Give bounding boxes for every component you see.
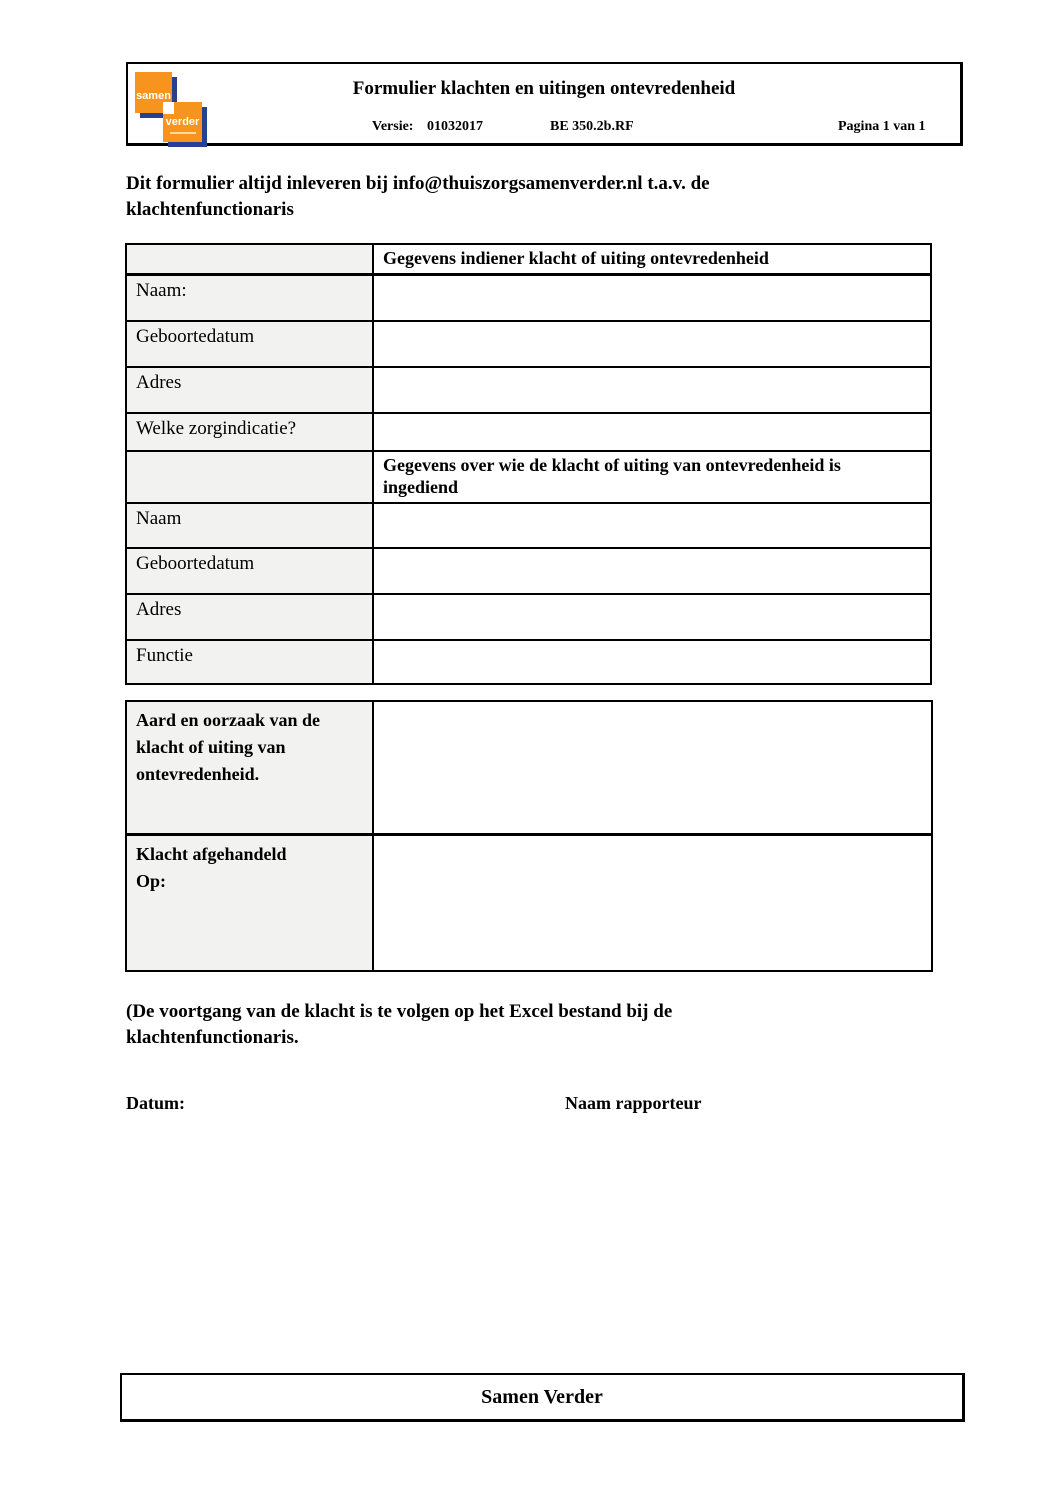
intro-line-2: klachtenfunctionaris — [126, 199, 294, 220]
label-klacht-afgehandeld — [126, 834, 373, 971]
logo-white-notch — [163, 102, 174, 114]
input-cell-zorgindicatie[interactable] — [373, 413, 931, 451]
datum-label: Datum: — [126, 1093, 185, 1113]
footer-text: Samen Verder — [481, 1385, 603, 1408]
versie-value: 01032017 — [427, 119, 483, 134]
label-adres-beklaagde: Adres — [126, 594, 373, 640]
klacht-table — [125, 700, 933, 972]
form-title: Formulier klachten en uitingen ontevredenheid — [352, 78, 736, 99]
label-functie: Functie — [126, 640, 373, 684]
logo-word-samen: samen — [136, 90, 171, 102]
input-cell-functie[interactable] — [373, 640, 931, 684]
section2-header-left-cell — [126, 451, 373, 503]
section1-header-left-cell — [126, 244, 373, 275]
input-cell-adres-beklaagde[interactable] — [373, 594, 931, 640]
naam-rapporteur-label: Naam rapporteur — [565, 1093, 702, 1113]
section2-header-line-2: ingediend — [383, 476, 459, 497]
intro-text — [126, 171, 710, 223]
input-cell-geboortedatum-beklaagde[interactable] — [373, 548, 931, 594]
versie-label: Versie: — [372, 119, 414, 134]
section1-header: Gegevens indiener klacht of uiting ontevredenheid — [373, 244, 931, 275]
input-cell-naam-beklaagde[interactable] — [373, 503, 931, 548]
voortgang-line-2: klachtenfunctionaris. — [126, 1027, 299, 1048]
footer-box — [120, 1373, 965, 1422]
page-number: Pagina 1 van 1 — [838, 119, 926, 134]
voortgang-line-1: (De voortgang van de klacht is te volgen op het Excel bestand bij de — [126, 1001, 673, 1022]
label-adres-indiener: Adres — [126, 367, 373, 413]
input-cell-aard-oorzaak[interactable] — [373, 701, 932, 834]
label-naam-indiener: Naam: — [126, 275, 373, 321]
input-cell-klacht-afgehandeld[interactable] — [373, 834, 932, 971]
voortgang-text — [126, 999, 672, 1051]
aard-line-3: ontevredenheid. — [136, 764, 260, 784]
header-box — [126, 62, 963, 146]
label-aard-oorzaak — [126, 701, 373, 834]
section2-header — [373, 451, 931, 503]
logo-word-verder: verder — [165, 115, 200, 128]
input-cell-naam-indiener[interactable] — [373, 275, 931, 321]
section2-header-line-1: Gegevens over wie de klacht of uiting van ontevredenheid is — [383, 454, 841, 475]
input-cell-geboortedatum-indiener[interactable] — [373, 321, 931, 367]
aard-line-2: klacht of uiting van — [136, 737, 286, 757]
label-geboortedatum-indiener: Geboortedatum — [126, 321, 373, 367]
label-zorgindicatie: Welke zorgindicatie? — [126, 413, 373, 451]
gegevens-table — [125, 243, 932, 685]
label-geboortedatum-beklaagde: Geboortedatum — [126, 548, 373, 594]
input-cell-adres-indiener[interactable] — [373, 367, 931, 413]
afgehandeld-line-2: Op: — [136, 870, 167, 891]
afgehandeld-line-1: Klacht afgehandeld — [136, 843, 287, 864]
label-naam-beklaagde: Naam — [126, 503, 373, 548]
aard-line-1: Aard en oorzaak van de — [136, 710, 320, 730]
document-code: BE 350.2b.RF — [550, 119, 634, 134]
logo-underline — [170, 132, 196, 134]
intro-line-1: Dit formulier altijd inleveren bij info@thuiszorgsamenverder.nl t.a.v. de — [126, 173, 710, 194]
